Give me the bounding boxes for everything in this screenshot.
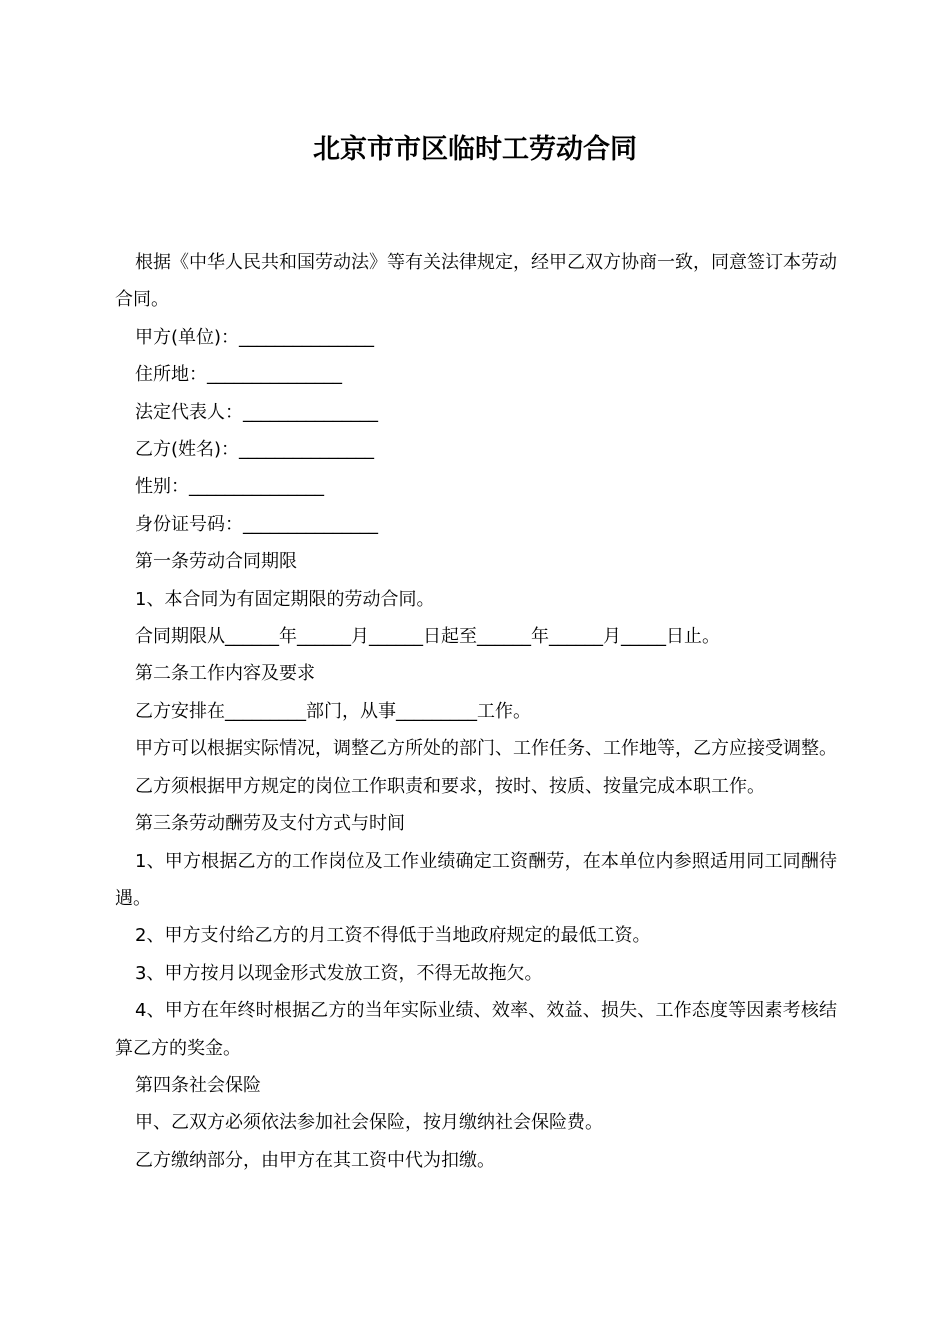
- party-b-name-field: 乙方(姓名)：_______________: [135, 439, 375, 461]
- contract-term-line: 合同期限从______年______月______日起至______年______月_____日止。: [135, 626, 720, 648]
- party-a-unit-field: 甲方(单位)：_______________: [135, 326, 375, 348]
- article-3-item-2: 2、甲方支付给乙方的月工资不得低于当地政府规定的最低工资。: [135, 925, 651, 947]
- article-1-item-1: 1、本合同为有固定期限的劳动合同。: [135, 588, 435, 610]
- address-field: 住所地：_______________: [135, 364, 342, 386]
- article-3-item-4: 4、甲方在年终时根据乙方的当年实际业绩、效率、效益、损失、工作态度等因素考核结算乙方的奖金。: [115, 1000, 837, 1059]
- article-4-paragraph-1: 甲、乙双方必须依法参加社会保险，按月缴纳社会保险费。: [135, 1112, 603, 1134]
- article-2-heading: 第二条工作内容及要求: [135, 663, 315, 685]
- article-3-heading: 第三条劳动酬劳及支付方式与时间: [135, 813, 405, 835]
- article-4-heading: 第四条社会保险: [135, 1074, 261, 1096]
- article-1-heading: 第一条劳动合同期限: [135, 551, 297, 573]
- document-body: [115, 244, 837, 1179]
- gender-field: 性别：_______________: [135, 476, 324, 498]
- intro-paragraph: 根据《中华人民共和国劳动法》等有关法律规定，经甲乙双方协商一致，同意签订本劳动合同。: [115, 252, 837, 311]
- article-3-item-3: 3、甲方按月以现金形式发放工资，不得无故拖欠。: [135, 962, 543, 984]
- duties-paragraph: 乙方须根据甲方规定的岗位工作职责和要求，按时、按质、按量完成本职工作。: [135, 775, 765, 797]
- article-4-paragraph-2: 乙方缴纳部分，由甲方在其工资中代为扣缴。: [135, 1149, 495, 1171]
- legal-representative-field: 法定代表人：_______________: [135, 401, 378, 423]
- id-number-field: 身份证号码：_______________: [135, 513, 378, 535]
- article-3-item-1: 1、甲方根据乙方的工作岗位及工作业绩确定工资酬劳，在本单位内参照适用同工同酬待遇。: [115, 850, 837, 909]
- document-title: 北京市市区临时工劳动合同: [313, 134, 637, 165]
- adjustment-paragraph: 甲方可以根据实际情况，调整乙方所处的部门、工作任务、工作地等，乙方应接受调整。: [135, 738, 837, 760]
- department-assignment-line: 乙方安排在_________部门，从事_________工作。: [135, 700, 531, 722]
